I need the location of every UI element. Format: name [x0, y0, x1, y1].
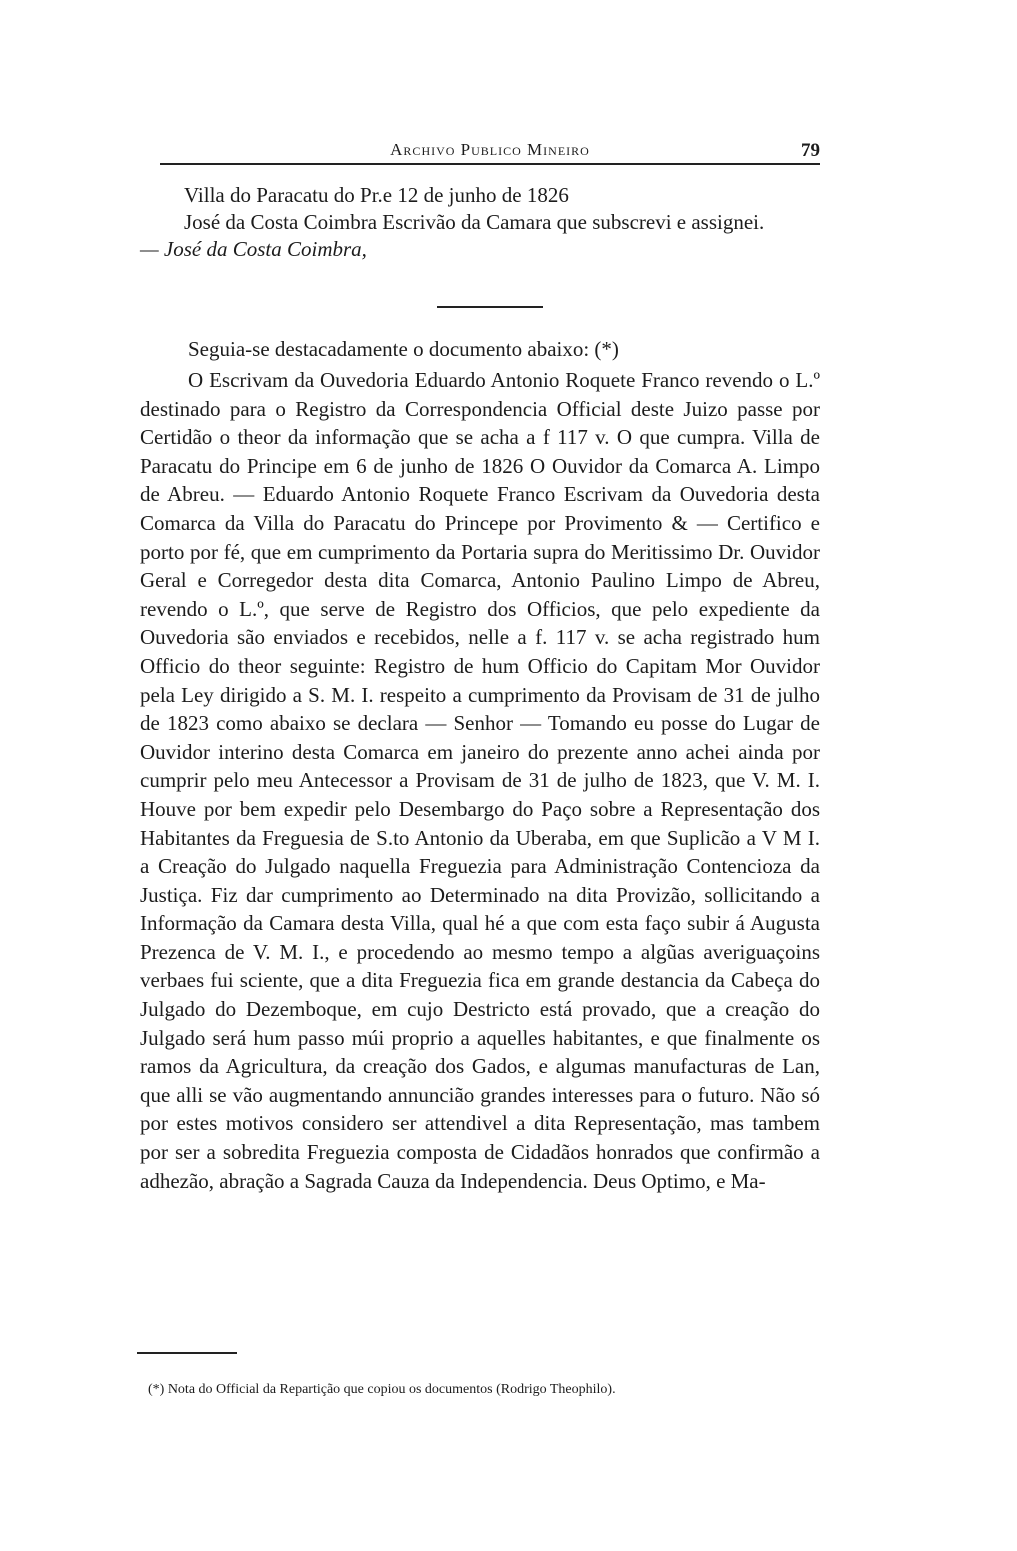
footnote [148, 1380, 828, 1400]
header-rule [160, 163, 820, 165]
section-divider [437, 306, 543, 308]
running-title: Archivo Publico Mineiro [390, 140, 590, 159]
body-paragraph: O Escrivam da Ouvedoria Eduardo Antonio Roquete Franco revendo o L.º destinado para o Registro da Correspondencia Official deste Juizo passe por Certidão o theor da informação que se acha a f 117 v. O que cumpra. Villa de Paracatu do Principe em 6 de junho de 1826 O Ouvidor da Comarca A. Limpo de Abreu. — Eduardo Antonio Roquete Franco Escrivam da Ouvedoria desta Comarca da Villa do Paracatu do Princepe por Provimento & — Certifico e porto por fé, que em cumprimento da Portaria supra do Meritissimo Dr. Ouvidor Geral e Corregedor desta dita Comarca, Antonio Paulino Limpo de Abreu, revendo o L.º, que serve de Registro dos Officios, que pelo expediente da Ouvedoria são enviados e recebidos, nelle a f. 117 v. se acha registrado hum Officio do theor seguinte: Registro de hum Officio do Capitam Mor Ouvidor pela Ley dirigido a S. M. I. respeito a cumprimento da Provisam de 31 de julho de 1823 como abaixo se declara — Senhor — Tomando eu posse do Lugar de Ouvidor interino desta Comarca em janeiro do prezente anno achei ainda por cumprir pelo meu Antecessor a Provisam de 31 de julho de 1823, que V. M. I. Houve por bem expedir pelo Desembargo do Paço sobre a Representação dos Habitantes da Freguesia de S.to Antonio da Uberaba, em que Suplicão a V M I. a Creação do Julgado naquella Freguezia para Administração Contencioza da Justiça. Fiz dar cumprimento ao Determinado na dita Provizão, sollicitando a Informação da Camara desta Villa, qual hé a que com esta faço subir á Augusta Prezenca de V. M. I., e procedendo ao mesmo tempo a algũas averiguaçoins verbaes fui sciente, que a dita Freguezia fica em grande destancia da Cabeça do Julgado do Dezemboque, em cujo Destricto está provado, que a creação do Julgado será hum passo múi proprio a aquelles habitantes, e que finalmente os ramos da Agricultura, da creação dos Gados, e algumas manufacturas de Lan, que alli se vão augmentando annuncião grandes interesses para o futuro. Não só por estes motivos considero ser attendivel a dita Representação, mas tambem por ser a sobredita Freguezia composta de Cidadãos honrados que confirmão a adhezão, abração a Sagrada Cauza da Independencia. Deus Optimo, e Ma- [140, 368, 820, 1193]
signoff-block [140, 182, 820, 263]
running-head [160, 136, 820, 166]
intro-line [140, 336, 820, 363]
intro-text: Seguia-se destacadamente o documento abaixo: (*) [188, 337, 619, 361]
page-number: 79 [801, 140, 820, 161]
footnote-text: (*) Nota do Official da Repartição que copiou os documentos (Rodrigo Theophilo). [148, 1382, 616, 1397]
footnote-rule [137, 1352, 237, 1354]
signoff-clerk-line: José da Costa Coimbra Escrivão da Camara que subscrevi e assignei. [184, 210, 765, 234]
document-body [140, 366, 820, 1195]
signoff-signature: — José da Costa Coimbra, [140, 237, 367, 261]
signoff-date-line: Villa do Paracatu do Pr.e 12 de junho de 1826 [184, 183, 569, 207]
